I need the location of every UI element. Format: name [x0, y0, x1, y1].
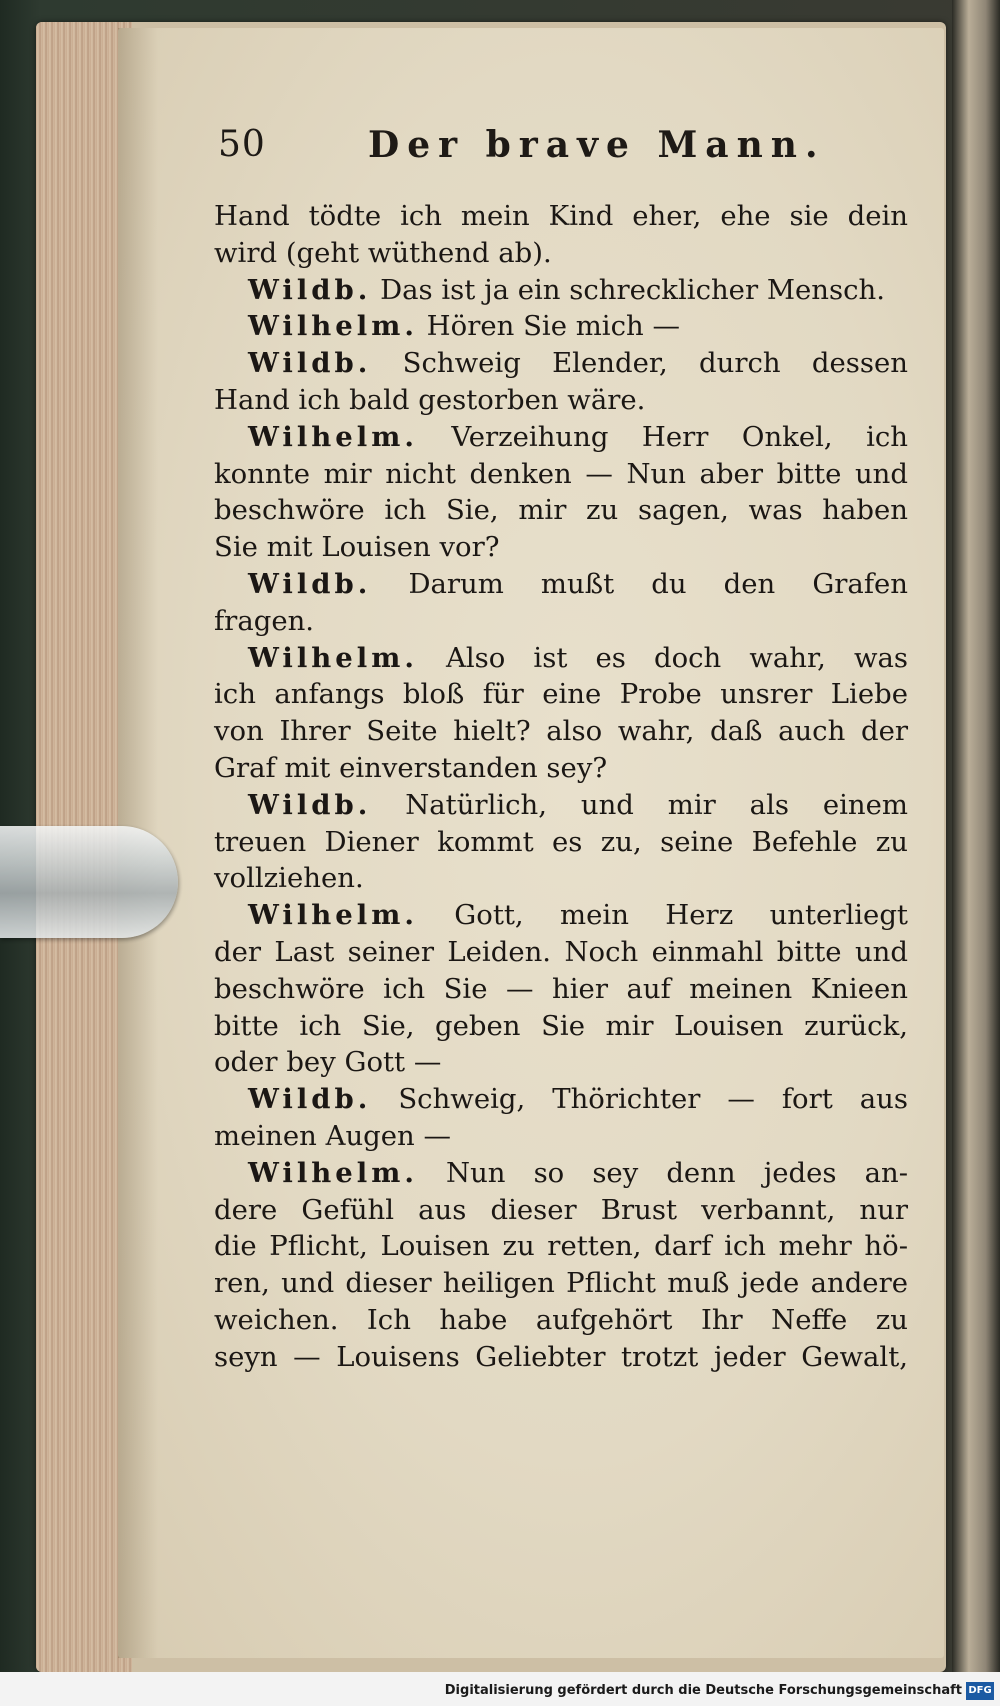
text-line — [214, 934, 908, 971]
text-line — [214, 1228, 908, 1265]
footer-bar — [0, 1672, 1000, 1706]
text-line — [214, 824, 908, 861]
line-text: Verzeihung Herr Onkel, ich — [451, 420, 908, 453]
page-number: 50 — [218, 124, 266, 165]
text-line — [214, 971, 908, 1008]
text-line — [214, 897, 908, 934]
text-line — [214, 787, 908, 824]
line-text: Darum mußt du den Grafen — [408, 567, 908, 600]
line-text: meinen Augen — — [214, 1119, 451, 1152]
speaker-name: Wildb. — [248, 567, 372, 600]
line-text: Hand tödte ich mein Kind eher, ehe sie dein — [214, 200, 908, 232]
line-text: Hand ich bald gestorben wäre. — [214, 383, 646, 416]
line-text: vollziehen. — [214, 862, 364, 895]
speaker-name: Wildb. — [248, 273, 372, 306]
text-line — [214, 1155, 908, 1192]
text-line — [214, 1008, 908, 1045]
dfg-logo: DFG — [966, 1682, 994, 1700]
running-title: Der brave Mann. — [368, 124, 826, 166]
line-text: wird (geht wüthend ab). — [214, 236, 552, 269]
text-line — [214, 456, 908, 493]
speaker-name: Wilhelm. — [248, 899, 418, 932]
line-text: weichen. Ich habe aufgehört Ihr Neffe zu — [214, 1303, 908, 1336]
speaker-name: Wilhelm. — [248, 310, 418, 343]
text-line — [214, 1302, 908, 1339]
speaker-name: Wilhelm. — [248, 1156, 418, 1189]
text-line — [214, 235, 908, 272]
text-line — [214, 1192, 908, 1229]
text-line — [214, 640, 908, 677]
speaker-name: Wildb. — [248, 347, 372, 380]
text-line — [214, 382, 908, 419]
speaker-name: Wildb. — [248, 788, 372, 821]
text-line — [214, 198, 908, 235]
line-text: von Ihrer Seite hielt? also wahr, daß auch der — [214, 715, 908, 748]
text-line — [214, 308, 908, 345]
text-block — [214, 198, 908, 1376]
facing-page-edge — [952, 0, 1000, 1706]
speaker-name: Wilhelm. — [248, 641, 418, 674]
text-line — [214, 1265, 908, 1302]
text-line — [214, 492, 908, 529]
text-line — [214, 1044, 908, 1081]
line-text: oder bey Gott — — [214, 1046, 442, 1079]
text-line — [214, 529, 908, 566]
line-text: Gott, mein Herz unterliegt — [454, 899, 908, 932]
line-text: seyn — Louisens Geliebter trotzt jeder Gewalt, — [214, 1340, 908, 1373]
line-text: bitte ich Sie, geben Sie mir Louisen zurück, — [214, 1009, 908, 1042]
line-text: beschwöre ich Sie, mir zu sagen, was haben — [214, 494, 908, 527]
line-text: dere Gefühl aus dieser Brust verbannt, nur — [214, 1193, 908, 1226]
text-line — [214, 603, 908, 640]
line-text: die Pflicht, Louisen zu retten, darf ich mehr hö- — [214, 1230, 908, 1263]
text-line — [214, 750, 908, 787]
text-line — [214, 860, 908, 897]
text-line — [214, 713, 908, 750]
line-text: Das ist ja ein schrecklicher Mensch. — [380, 273, 885, 306]
line-text: Also ist es doch wahr, was — [446, 641, 908, 674]
text-line — [214, 419, 908, 456]
text-line — [214, 345, 908, 382]
text-line — [214, 676, 908, 713]
line-text: Nun so sey denn jedes an- — [446, 1156, 908, 1189]
line-text: fragen. — [214, 604, 315, 637]
line-text: Sie mit Louisen vor? — [214, 531, 500, 564]
line-text: treuen Diener kommt es zu, seine Befehle zu — [214, 825, 908, 858]
line-text: Natürlich, und mir als einem — [405, 788, 908, 821]
book-page — [118, 28, 944, 1658]
line-text: Schweig, Thörichter — fort aus — [398, 1083, 908, 1116]
page-holder-clip — [0, 826, 178, 938]
page-header — [218, 124, 884, 184]
speaker-name: Wildb. — [248, 1083, 372, 1116]
text-line — [214, 1081, 908, 1118]
line-text: ich anfangs bloß für eine Probe unsrer Liebe — [214, 678, 908, 711]
line-text: Schweig Elender, durch dessen — [402, 347, 908, 380]
text-line — [214, 566, 908, 603]
line-text: beschwöre ich Sie — hier auf meinen Knieen — [214, 972, 908, 1005]
text-line — [214, 1339, 908, 1376]
line-text: Graf mit einverstanden sey? — [214, 751, 608, 784]
line-text: Hören Sie mich — — [426, 310, 680, 343]
speaker-name: Wilhelm. — [248, 420, 418, 453]
text-line — [214, 272, 908, 309]
funding-notice: Digitalisierung gefördert durch die Deutsche Forschungsgemeinschaft — [444, 1683, 962, 1698]
line-text: konnte mir nicht denken — Nun aber bitte und — [214, 457, 908, 490]
text-line — [214, 1118, 908, 1155]
line-text: ren, und dieser heiligen Pflicht muß jede andere — [214, 1267, 908, 1300]
line-text: der Last seiner Leiden. Noch einmahl bitte und — [214, 935, 908, 968]
